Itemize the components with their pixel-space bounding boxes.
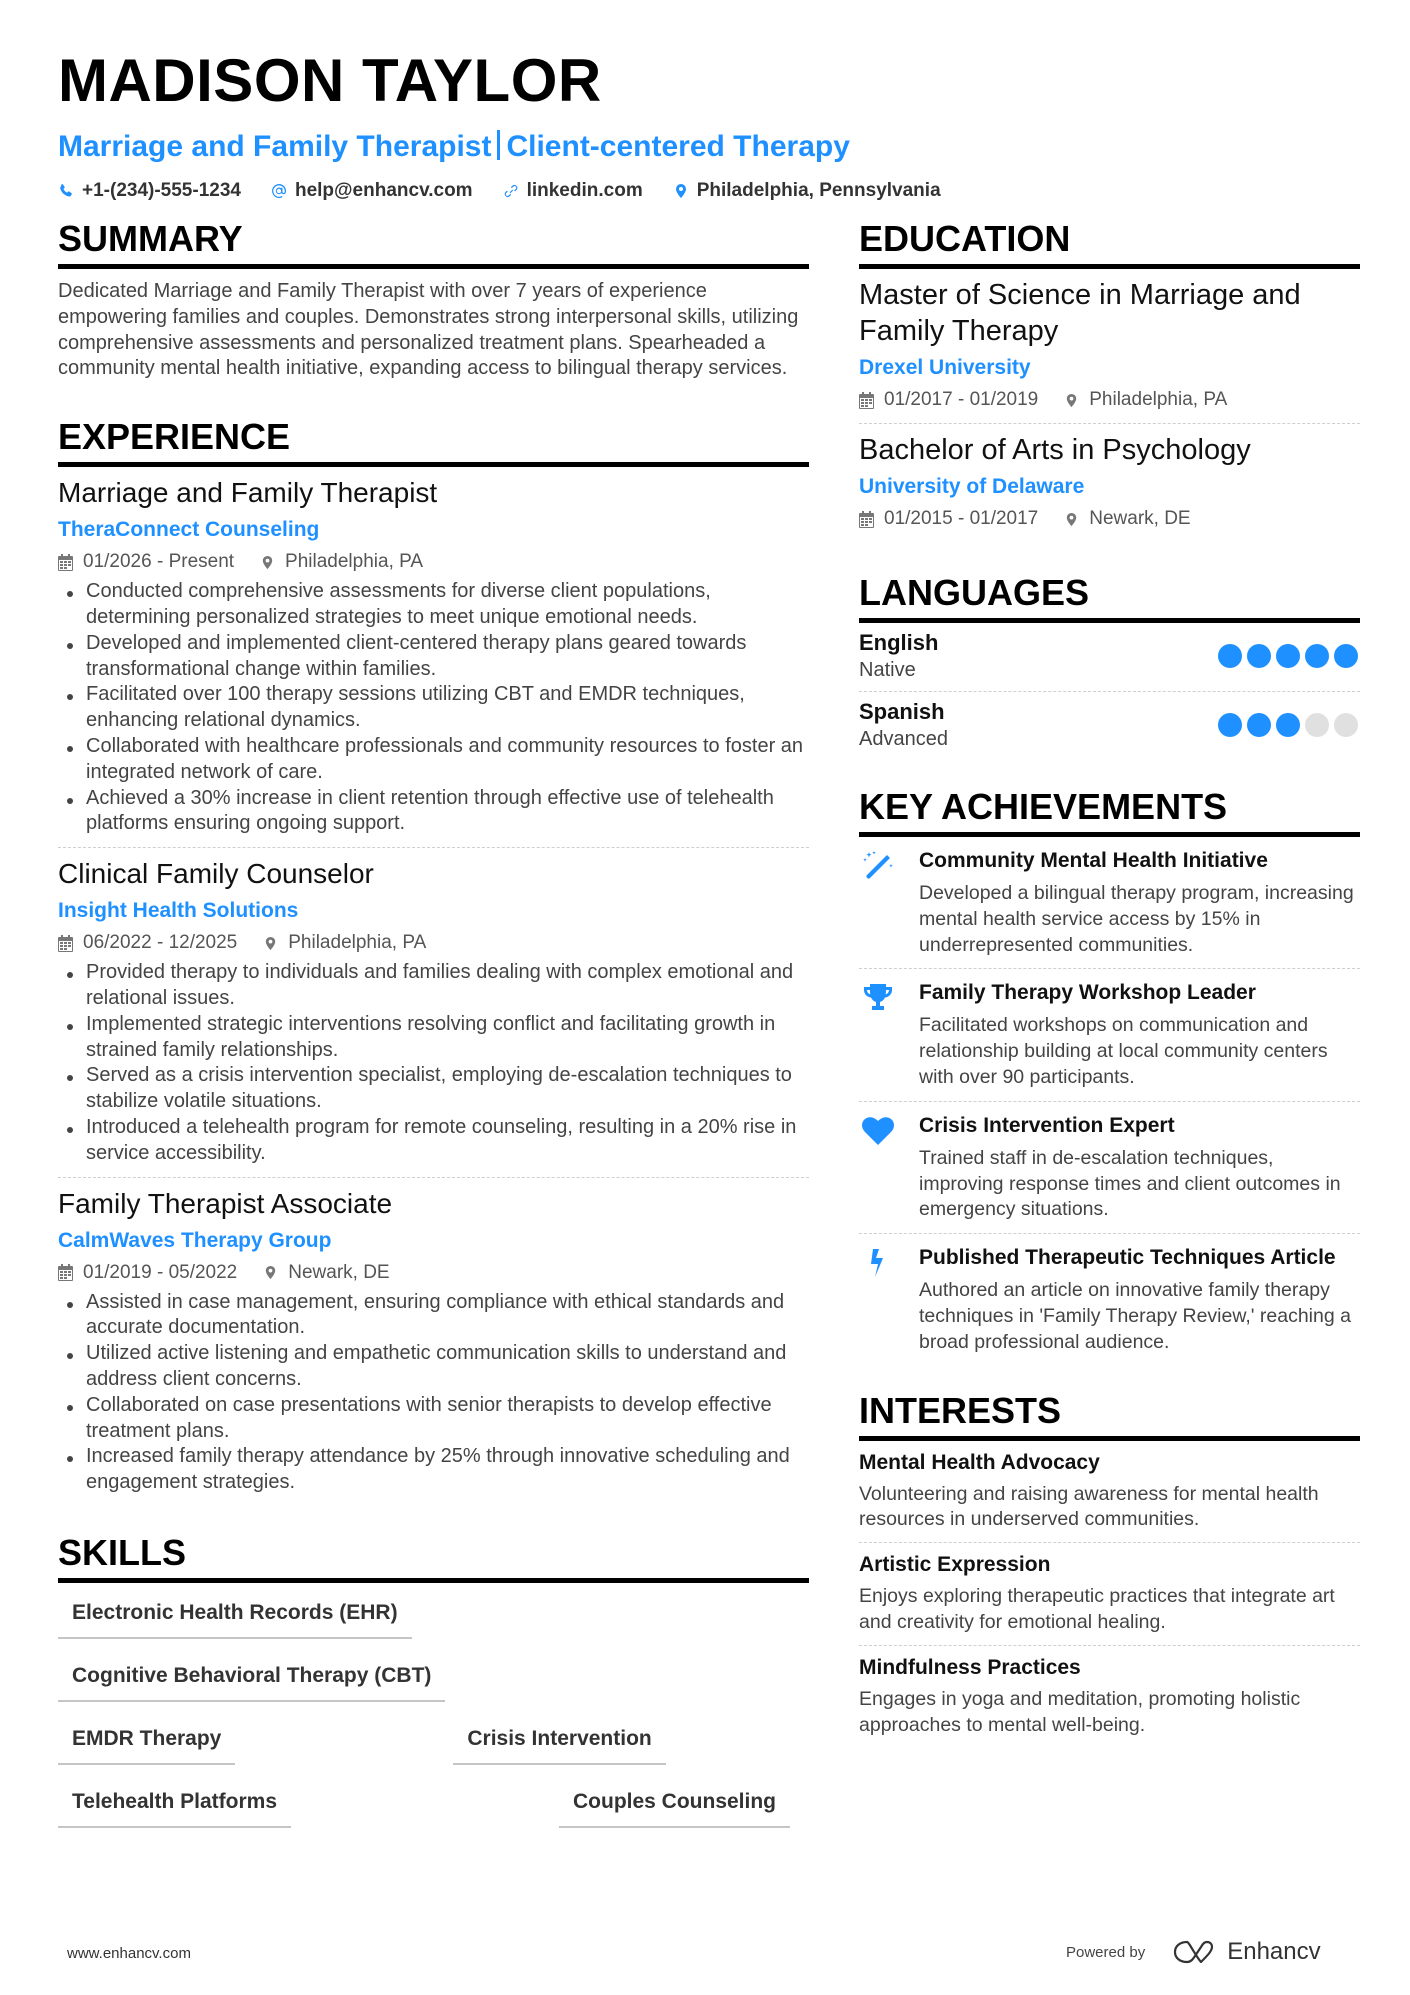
section-heading-achievements: KEY ACHIEVEMENTS xyxy=(859,786,1360,837)
skill-tag: Crisis Intervention xyxy=(453,1717,665,1765)
rating-dot-filled xyxy=(1276,644,1300,668)
interests-section xyxy=(859,1390,1360,1748)
candidate-title xyxy=(58,128,1358,166)
education-meta xyxy=(859,387,1360,413)
rating-dot-empty xyxy=(1305,713,1329,737)
skills-section xyxy=(58,1532,809,1843)
rating-dot-filled xyxy=(1247,713,1271,737)
language-name: English xyxy=(859,630,939,655)
education-location: Philadelphia, PA xyxy=(1089,389,1228,410)
language-rating xyxy=(1218,644,1358,668)
location-pin-icon xyxy=(263,1264,278,1281)
skills-list xyxy=(58,1591,809,1843)
contact-linkedin[interactable] xyxy=(503,178,643,204)
footer-website-link[interactable]: www.enhancv.com xyxy=(67,1945,191,1962)
rating-dot-filled xyxy=(1218,644,1242,668)
interest-entry xyxy=(859,1441,1360,1544)
trophy-icon xyxy=(861,981,895,1015)
achievement-entry xyxy=(859,1234,1360,1365)
calendar-icon xyxy=(58,935,73,952)
achievement-description: Trained staff in de-escalation techniques, improving response times and client outcomes in emergency situations. xyxy=(919,1146,1341,1221)
company-name: TheraConnect Counseling xyxy=(58,518,320,542)
footer-powered-by[interactable] xyxy=(1066,1938,1321,1966)
bullet-item: Developed and implemented client-centered therapy plans geared towards transformational change within families. xyxy=(58,631,809,683)
language-name: Spanish xyxy=(859,699,945,724)
interest-description: Enjoys exploring therapeutic practices that integrate art and creativity for emotional healing. xyxy=(859,1585,1335,1633)
education-meta xyxy=(859,506,1360,532)
rating-dot-filled xyxy=(1276,713,1300,737)
interest-entry xyxy=(859,1646,1360,1748)
location-text: Philadelphia, Pennsylvania xyxy=(696,180,941,201)
education-location: Newark, DE xyxy=(1089,508,1191,529)
calendar-icon xyxy=(859,392,874,409)
at-icon xyxy=(271,183,287,199)
phone-text: +1-(234)-555-1234 xyxy=(82,180,241,201)
achievement-entry xyxy=(859,969,1360,1101)
contact-row xyxy=(58,178,1358,204)
job-title: Clinical Family Counselor xyxy=(58,858,374,890)
summary-text: Dedicated Marriage and Family Therapist with over 7 years of experience empowering families and couples. Demonstrates strong interpersonal skills, utilizing comprehensive assessments and personalized treatment plans. Spearheaded a community mental health initiative, expanding access to bilingual therapy services. xyxy=(58,280,799,380)
contact-email[interactable] xyxy=(271,178,473,204)
location-pin-icon xyxy=(263,935,278,952)
bullet-item: Collaborated on case presentations with senior therapists to develop effective treatment plans. xyxy=(58,1393,809,1445)
school-name: University of Delaware xyxy=(859,475,1085,498)
section-heading-interests: INTERESTS xyxy=(859,1390,1360,1441)
title-secondary: Client-centered Therapy xyxy=(506,130,850,163)
link-icon xyxy=(503,183,519,199)
brand-name: Enhancv xyxy=(1227,1938,1321,1965)
bullet-item: Achieved a 30% increase in client retention through effective use of telehealth platforms ensuring ongoing support. xyxy=(58,786,809,838)
title-separator xyxy=(497,130,500,160)
job-meta xyxy=(58,930,809,956)
education-dates: 01/2017 - 01/2019 xyxy=(884,389,1039,410)
resume-header xyxy=(58,46,1358,204)
company-name: Insight Health Solutions xyxy=(58,899,299,923)
enhancv-logo xyxy=(1171,1938,1320,1966)
bullet-item: Conducted comprehensive assessments for diverse client populations, determining personalized strategies to meet unique emotional needs. xyxy=(58,579,809,631)
section-heading-languages: LANGUAGES xyxy=(859,572,1360,623)
achievement-description: Developed a bilingual therapy program, increasing mental health service access by 15% in underrepresented communities. xyxy=(919,882,1354,956)
skill-tag: Electronic Health Records (EHR) xyxy=(58,1591,412,1639)
achievement-title: Community Mental Health Initiative xyxy=(919,849,1268,872)
section-heading-summary: SUMMARY xyxy=(58,218,809,269)
interest-title: Artistic Expression xyxy=(859,1553,1051,1577)
job-dates: 06/2022 - 12/2025 xyxy=(83,932,238,954)
bullet-item: Facilitated over 100 therapy sessions utilizing CBT and EMDR techniques, enhancing relational dynamics. xyxy=(58,682,809,734)
job-location: Philadelphia, PA xyxy=(285,551,424,573)
education-entry xyxy=(859,269,1360,424)
bullet-item: Increased family therapy attendance by 25% through innovative scheduling and engagement strategies. xyxy=(58,1444,809,1496)
company-name: CalmWaves Therapy Group xyxy=(58,1228,332,1252)
education-section xyxy=(859,218,1360,542)
rating-dot-filled xyxy=(1218,713,1242,737)
section-heading-skills: SKILLS xyxy=(58,1532,809,1583)
magic-wand-icon xyxy=(861,849,895,883)
bullet-item: Assisted in case management, ensuring compliance with ethical standards and accurate documentation. xyxy=(58,1290,809,1342)
languages-section xyxy=(859,572,1360,760)
achievement-description: Authored an article on innovative family therapy techniques in 'Family Therapy Review,' reaching a broad professional audience. xyxy=(919,1279,1351,1353)
language-entry xyxy=(859,692,1360,760)
education-dates: 01/2015 - 01/2017 xyxy=(884,508,1039,529)
skill-tag: Couples Counseling xyxy=(559,1780,790,1828)
phone-icon xyxy=(58,183,74,199)
skill-tag: Telehealth Platforms xyxy=(58,1780,291,1828)
calendar-icon xyxy=(58,1264,73,1281)
job-meta xyxy=(58,549,809,575)
achievement-entry xyxy=(859,1102,1360,1234)
achievement-entry xyxy=(859,837,1360,969)
heart-icon xyxy=(861,1114,895,1148)
job-entry xyxy=(58,848,809,1177)
job-entry xyxy=(58,467,809,848)
language-level: Native xyxy=(859,659,916,681)
job-bullets xyxy=(58,960,809,1166)
contact-phone[interactable] xyxy=(58,178,241,204)
right-column xyxy=(859,218,1360,1747)
contact-location xyxy=(673,178,941,204)
bullet-item: Collaborated with healthcare professionals and community resources to foster an integrated network of care. xyxy=(58,734,809,786)
location-pin-icon xyxy=(673,183,689,199)
achievement-title: Crisis Intervention Expert xyxy=(919,1113,1175,1137)
bullet-item: Utilized active listening and empathetic communication skills to understand and address client concerns. xyxy=(58,1341,809,1393)
rating-dot-empty xyxy=(1334,713,1358,737)
job-dates: 01/2026 - Present xyxy=(83,551,235,573)
bullet-item: Implemented strategic interventions resolving conflict and facilitating growth in strained family relationships. xyxy=(58,1012,809,1064)
section-heading-experience: EXPERIENCE xyxy=(58,416,809,467)
summary-section xyxy=(58,218,809,382)
location-pin-icon xyxy=(1064,392,1079,409)
title-primary: Marriage and Family Therapist xyxy=(58,130,492,163)
enhancv-logo-icon xyxy=(1171,1938,1217,1966)
bullet-item: Introduced a telehealth program for remote counseling, resulting in a 20% rise in service accessibility. xyxy=(58,1115,809,1167)
interest-title: Mindfulness Practices xyxy=(859,1655,1081,1679)
bullet-item: Served as a crisis intervention specialist, employing de-escalation techniques to stabilize volatile situations. xyxy=(58,1063,809,1115)
language-level: Advanced xyxy=(859,728,948,750)
school-name: Drexel University xyxy=(859,356,1031,379)
skill-tag: EMDR Therapy xyxy=(58,1717,235,1765)
job-meta xyxy=(58,1260,809,1286)
degree-title: Master of Science in Marriage and Family Therapy xyxy=(859,279,1301,347)
language-rating xyxy=(1218,713,1358,737)
language-entry xyxy=(859,623,1360,692)
left-column xyxy=(58,218,809,1843)
lightning-bolt-icon xyxy=(861,1246,895,1280)
job-bullets xyxy=(58,579,809,837)
interest-description: Engages in yoga and meditation, promoting holistic approaches to mental well-being. xyxy=(859,1687,1301,1736)
calendar-icon xyxy=(58,554,73,571)
job-bullets xyxy=(58,1290,809,1496)
achievement-title: Published Therapeutic Techniques Article xyxy=(919,1246,1336,1270)
calendar-icon xyxy=(859,511,874,528)
interest-title: Mental Health Advocacy xyxy=(859,1450,1100,1474)
achievement-description: Facilitated workshops on communication and relationship building at local community centers with over 90 participants. xyxy=(919,1014,1328,1088)
linkedin-text: linkedin.com xyxy=(526,180,643,201)
email-text: help@enhancv.com xyxy=(294,180,473,201)
experience-section xyxy=(58,416,809,1506)
bullet-item: Provided therapy to individuals and families dealing with complex emotional and relational issues. xyxy=(58,960,809,1012)
interest-description: Volunteering and raising awareness for mental health resources in underserved communities. xyxy=(859,1482,1319,1531)
achievements-section xyxy=(859,786,1360,1366)
job-dates: 01/2019 - 05/2022 xyxy=(83,1261,238,1283)
section-heading-education: EDUCATION xyxy=(859,218,1360,269)
rating-dot-filled xyxy=(1334,644,1358,668)
interest-entry xyxy=(859,1543,1360,1646)
job-location: Philadelphia, PA xyxy=(288,932,427,954)
location-pin-icon xyxy=(1064,511,1079,528)
degree-title: Bachelor of Arts in Psychology xyxy=(859,434,1251,466)
location-pin-icon xyxy=(260,554,275,571)
job-title: Family Therapist Associate xyxy=(58,1187,393,1219)
job-entry xyxy=(58,1178,809,1506)
education-entry xyxy=(859,424,1360,542)
powered-by-label: Powered by xyxy=(1066,1943,1146,1961)
skill-tag: Cognitive Behavioral Therapy (CBT) xyxy=(58,1654,445,1702)
job-title: Marriage and Family Therapist xyxy=(58,477,438,509)
candidate-name: MADISON TAYLOR xyxy=(58,47,602,114)
achievement-title: Family Therapy Workshop Leader xyxy=(919,981,1256,1005)
job-location: Newark, DE xyxy=(288,1261,390,1283)
rating-dot-filled xyxy=(1247,644,1271,668)
rating-dot-filled xyxy=(1305,644,1329,668)
